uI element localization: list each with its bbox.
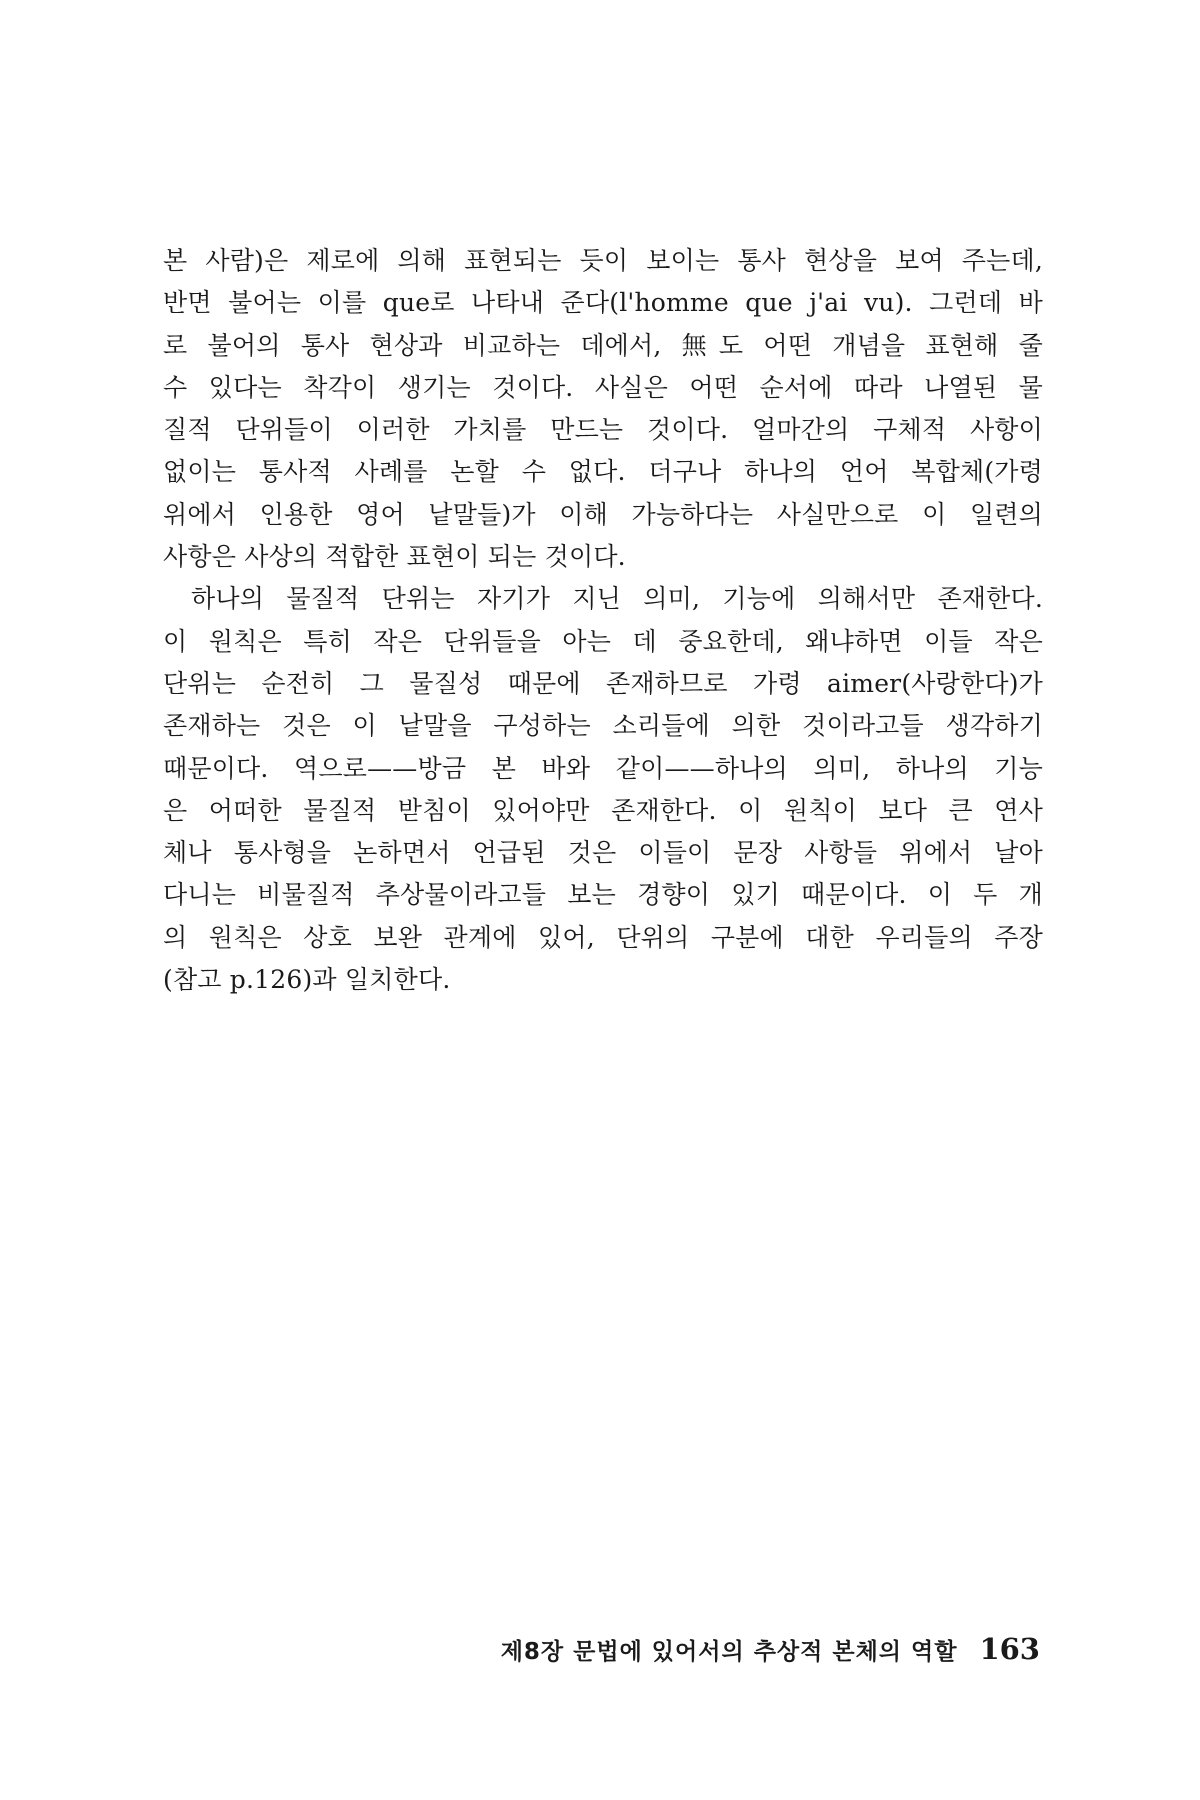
text-line: 때문이다. 역으로——방금 본 바와 같이——하나의 의미, 하나의 기능 xyxy=(163,753,1043,783)
text-line: 로 불어의 통사 현상과 비교하는 데에서, 無도 어떤 개념을 표현해 줄 xyxy=(163,330,1043,360)
text-line: 본 사람)은 제로에 의해 표현되는 듯이 보이는 통사 현상을 보여 주는데, xyxy=(163,246,1043,275)
text-line: 없이는 통사적 사례를 논할 수 없다. 더구나 하나의 언어 복합체(가령 xyxy=(163,457,1043,487)
text-line: 체나 통사형을 논하면서 언급된 것은 이들이 문장 사항들 위에서 날아 xyxy=(163,838,1043,868)
body-text xyxy=(163,240,1043,1001)
text-line: 은 어떠한 물질적 받침이 있어야만 존재한다. 이 원칙이 보다 큰 연사 xyxy=(163,795,1043,825)
text-line: 의 원칙은 상호 보완 관계에 있어, 단위의 구분에 대한 우리들의 주장 xyxy=(163,922,1043,952)
running-head: 제8장 문법에 있어서의 추상적 본체의 역할 xyxy=(500,1639,958,1665)
text-line: 사항은 사상의 적합한 표현이 되는 것이다. xyxy=(163,542,626,572)
text-line: 존재하는 것은 이 낱말을 구성하는 소리들에 의한 것이라고들 생각하기 xyxy=(163,711,1043,741)
text-line: 수 있다는 착각이 생기는 것이다. 사실은 어떤 순서에 따라 나열된 물 xyxy=(163,372,1043,402)
text-line: 질적 단위들이 이러한 가치를 만드는 것이다. 얼마간의 구체적 사항이 xyxy=(163,415,1043,445)
page-footer xyxy=(160,1632,1040,1666)
text-line: 위에서 인용한 영어 낱말들)가 이해 가능하다는 사실만으로 이 일련의 xyxy=(163,499,1043,529)
text-line: 다니는 비물질적 추상물이라고들 보는 경향이 있기 때문이다. 이 두 개 xyxy=(163,880,1043,910)
page-number: 163 xyxy=(979,1632,1040,1666)
text-line: (참고 p.126)과 일치한다. xyxy=(163,965,451,995)
text-line: 이 원칙은 특히 작은 단위들을 아는 데 중요한데, 왜냐하면 이들 작은 xyxy=(163,626,1043,656)
text-line: 단위는 순전히 그 물질성 때문에 존재하므로 가령 aimer(사랑한다)가 xyxy=(163,668,1043,698)
text-line: 반면 불어는 이를 que로 나타내 준다(l'homme que j'ai vu). 그런데 바 xyxy=(163,288,1043,318)
text-line: 하나의 물질적 단위는 자기가 지닌 의미, 기능에 의해서만 존재한다. xyxy=(191,584,1043,614)
